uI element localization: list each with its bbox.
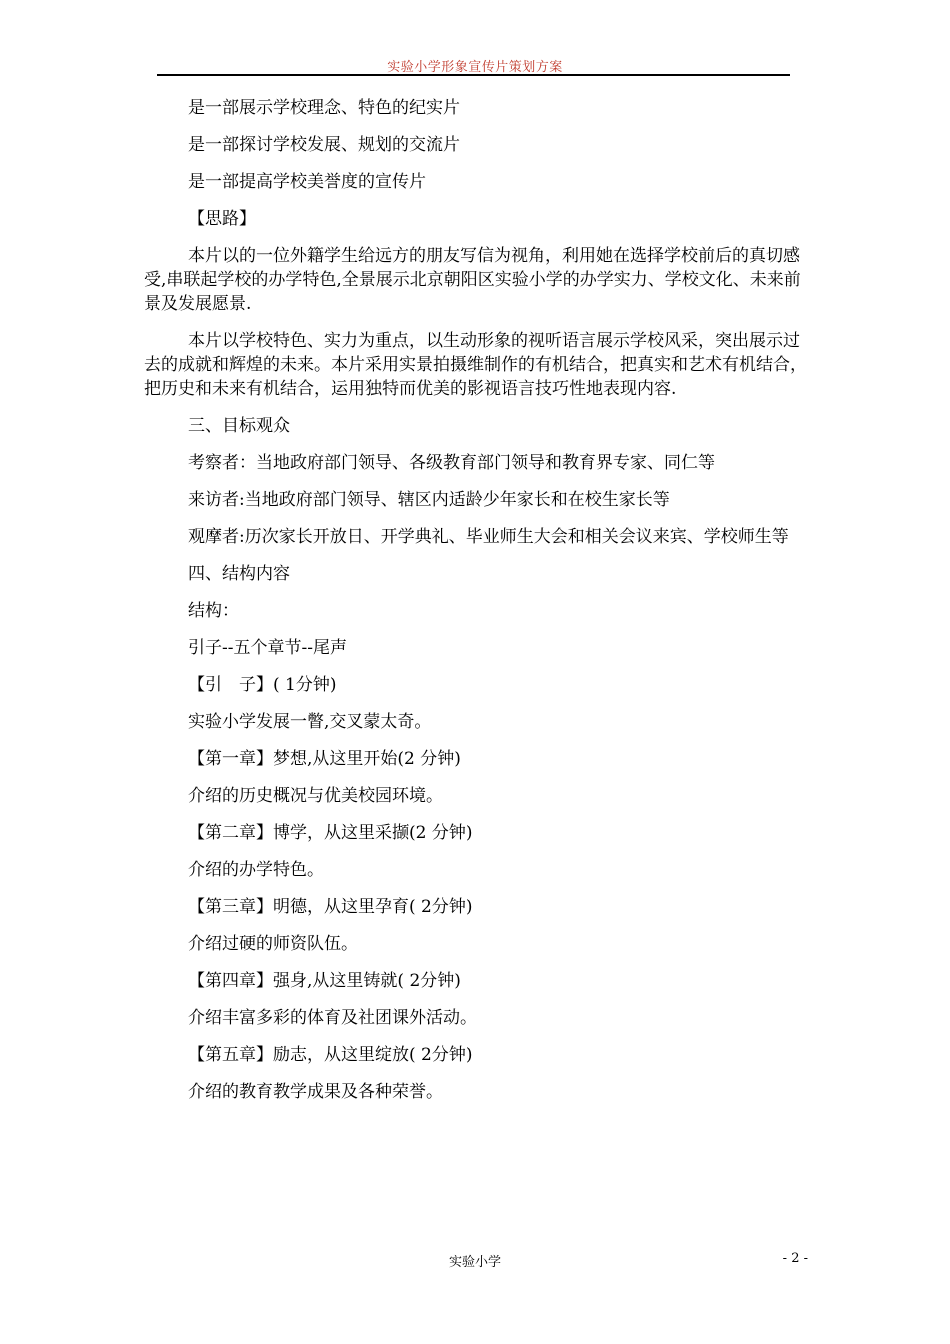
chapter-description: 介绍的教育教学成果及各种荣誉。 (188, 1082, 443, 1102)
page-header-title: 实验小学形象宣传片策划方案 (387, 60, 563, 75)
chapter-description: 介绍丰富多彩的体育及社团课外活动。 (188, 1008, 477, 1028)
header-divider (157, 74, 790, 76)
paragraph: 本片以的一位外籍学生给远方的朋友写信为视角，利用她在选择学校前后的真切感受,串联起学校的办学特色,全景展示北京朝阳区实验小学的办学实力、学校文化、未来前景及发展愿景. (144, 246, 801, 314)
chapter-heading: 【引 子】( 1分钟) (188, 675, 337, 695)
chapter-description: 介绍的办学特色。 (188, 860, 324, 880)
chapter-heading: 【第一章】梦想,从这里开始(2 分钟) (188, 749, 461, 769)
chapter-heading: 【第二章】博学，从这里采撷(2 分钟) (188, 823, 473, 843)
page-footer-label: 实验小学 (448, 1255, 501, 1270)
chapter-heading: 【第三章】明德，从这里孕育( 2分钟) (188, 897, 473, 917)
paragraph: 结构： (188, 601, 239, 621)
paragraph: 是一部展示学校理念、特色的纪实片 (188, 98, 460, 118)
chapter-heading: 【第四章】强身,从这里铸就( 2分钟) (188, 971, 461, 991)
paragraph: 是一部探讨学校发展、规划的交流片 (188, 135, 460, 155)
chapter-description: 介绍的历史概况与优美校园环境。 (188, 786, 443, 806)
paragraph: 考察者：当地政府部门领导、各级教育部门领导和教育界专家、同仁等 (188, 453, 715, 473)
section-heading: 【思路】 (188, 209, 256, 229)
paragraph: 观摩者:历次家长开放日、开学典礼、毕业师生大会和相关会议来宾、学校师生等 (188, 527, 789, 547)
page-number: - 2 - (782, 1251, 808, 1266)
section-heading: 四、结构内容 (188, 564, 290, 584)
chapter-description: 介绍过硬的师资队伍。 (188, 934, 358, 954)
document-body (144, 96, 810, 1117)
paragraph: 引子--五个章节--尾声 (188, 638, 347, 658)
paragraph: 来访者:当地政府部门领导、辖区内适龄少年家长和在校生家长等 (188, 490, 670, 510)
section-heading: 三、目标观众 (188, 416, 290, 436)
chapter-description: 实验小学发展一瞥,交叉蒙太奇。 (188, 712, 432, 732)
chapter-heading: 【第五章】励志，从这里绽放( 2分钟) (188, 1045, 473, 1065)
paragraph: 本片以学校特色、实力为重点，以生动形象的视听语言展示学校风采，突出展示过去的成就和辉煌的未来。本片采用实景拍摄维制作的有机结合，把真实和艺术有机结合，把历史和未来有机结合，运用独特而优美的影视语言技巧性地表现内容. (144, 331, 807, 399)
paragraph: 是一部提高学校美誉度的宣传片 (188, 172, 426, 192)
